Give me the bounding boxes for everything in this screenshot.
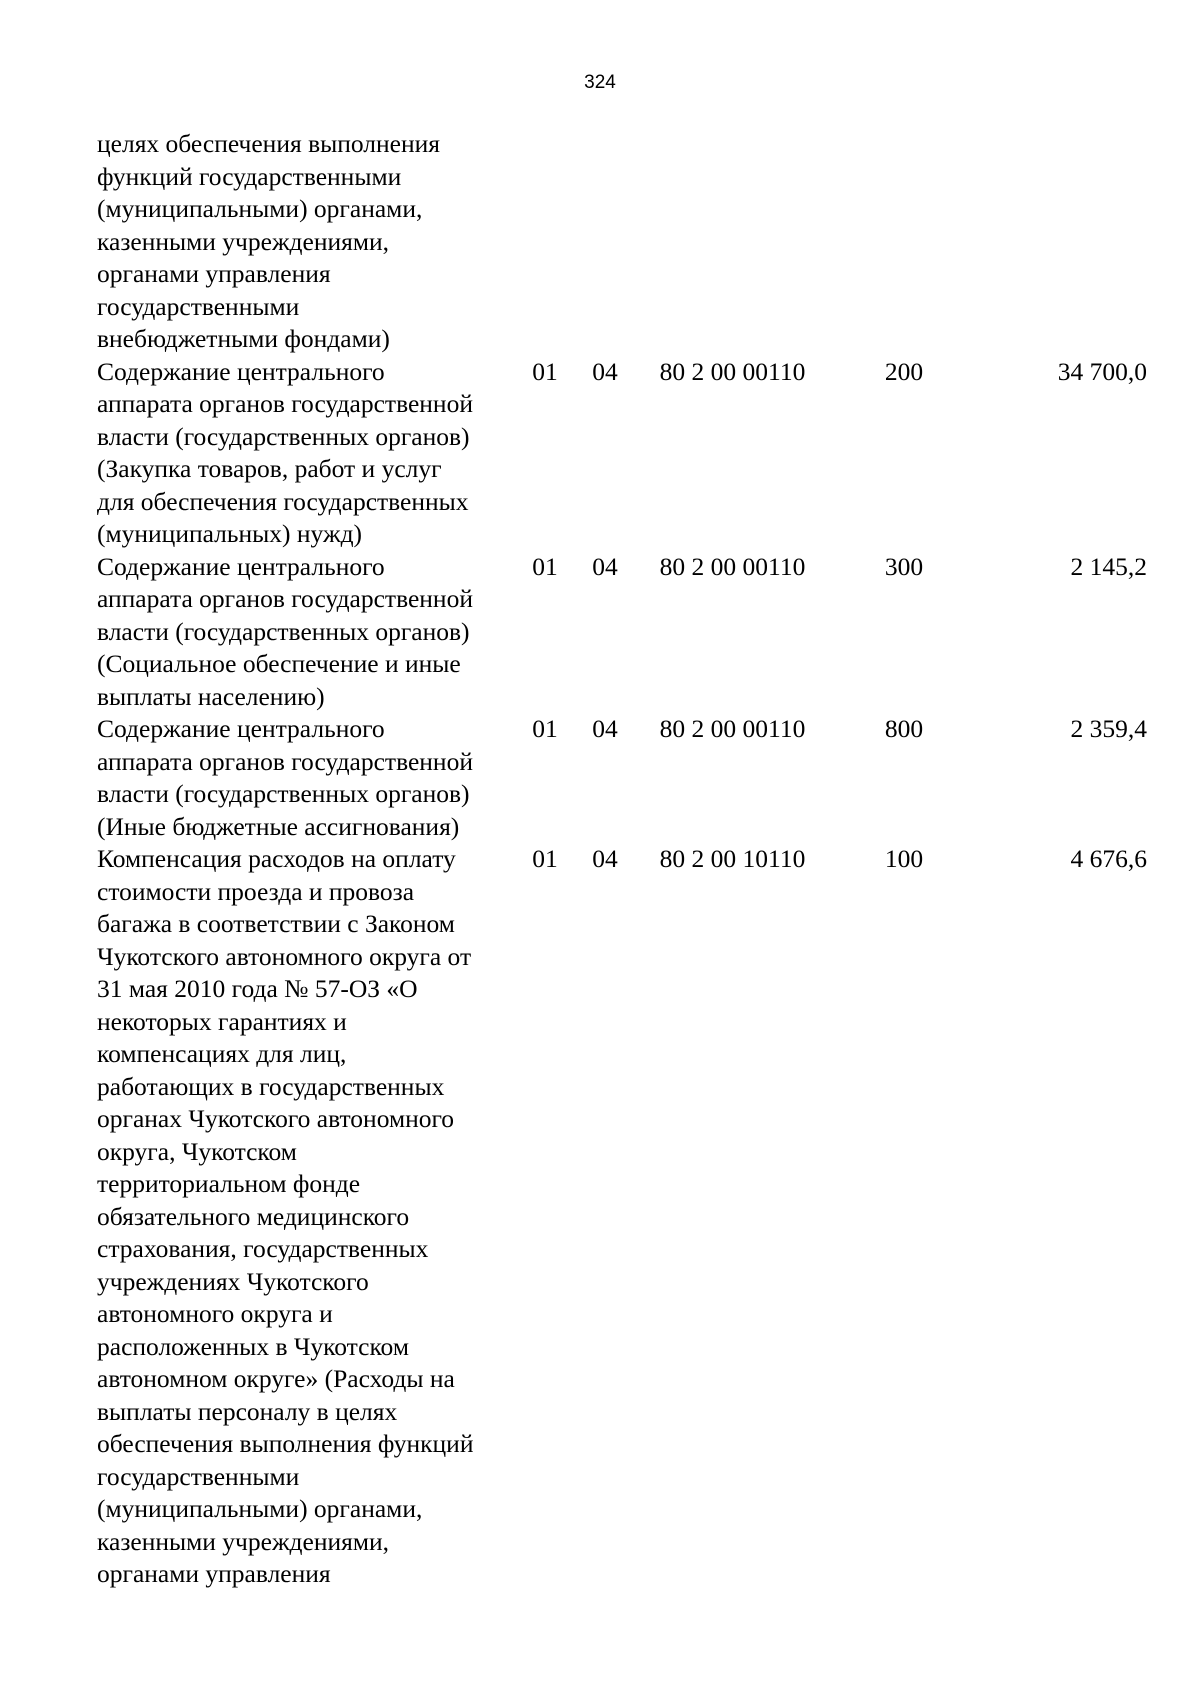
row-expense-type: 100 bbox=[884, 844, 924, 873]
row-section: 01 bbox=[532, 356, 558, 386]
row-target-article: 80 2 00 00110 bbox=[659, 714, 806, 743]
row-description: Содержание центрального аппарата органов государственной власти (государственных органов) (Социальное обеспечение и иные выплаты населению) bbox=[97, 551, 473, 711]
row-description: целях обеспечения выполнения функций государственными (муниципальными) органами, казенными учреждениями, органами управления государственными внебюджетными фондами) bbox=[97, 129, 441, 353]
table-row bbox=[97, 843, 1147, 1591]
row-section: 01 bbox=[532, 714, 558, 743]
row-amount: 34 700,0 bbox=[1057, 356, 1147, 386]
row-section: 01 bbox=[532, 844, 558, 873]
table-row bbox=[97, 128, 1147, 356]
table-row bbox=[97, 356, 1147, 551]
table-row bbox=[97, 713, 1147, 843]
row-subsection: 04 bbox=[592, 356, 618, 386]
row-description: Содержание центрального аппарата органов государственной власти (государственных органов) (Иные бюджетные ассигнования) bbox=[97, 714, 473, 841]
row-amount: 2 145,2 bbox=[1070, 551, 1147, 581]
row-expense-type: 800 bbox=[884, 714, 924, 743]
row-expense-type: 300 bbox=[884, 551, 924, 581]
row-subsection: 04 bbox=[592, 844, 618, 873]
row-target-article: 80 2 00 10110 bbox=[659, 844, 806, 873]
row-description: Содержание центрального аппарата органов государственной власти (государственных органов) (Закупка товаров, работ и услуг для обеспечения государственных (муниципальных) нужд) bbox=[97, 356, 473, 548]
row-subsection: 04 bbox=[592, 714, 618, 743]
row-target-article: 80 2 00 00110 bbox=[659, 551, 806, 581]
table-row bbox=[97, 551, 1147, 714]
row-target-article: 80 2 00 00110 bbox=[659, 356, 806, 386]
row-section: 01 bbox=[532, 551, 558, 581]
row-amount: 4 676,6 bbox=[1070, 844, 1147, 873]
row-description: Компенсация расходов на оплату стоимости проезда и провоза багажа в соответствии с Законом Чукотского автономного округа от 31 мая 2010 года № 57-ОЗ «О некоторых гарантиях и компенсациях для лиц, работающих в государственных органах Чукотского автономного округа, Чукотском территориальном фонде обязательного медицинского страхования, государственных учреждениях Чукотского автономного округа и расположенных в Чукотском автономном округе» (Расходы на выплаты персоналу в целях обеспечения выполнения функций государственными (муниципальными) органами, казенными учреждениями, органами управления bbox=[97, 844, 474, 1588]
row-expense-type: 200 bbox=[884, 356, 924, 386]
page-number: 324 bbox=[584, 72, 616, 93]
row-subsection: 04 bbox=[592, 551, 618, 581]
row-amount: 2 359,4 bbox=[1070, 714, 1147, 743]
budget-table bbox=[97, 128, 1147, 1591]
